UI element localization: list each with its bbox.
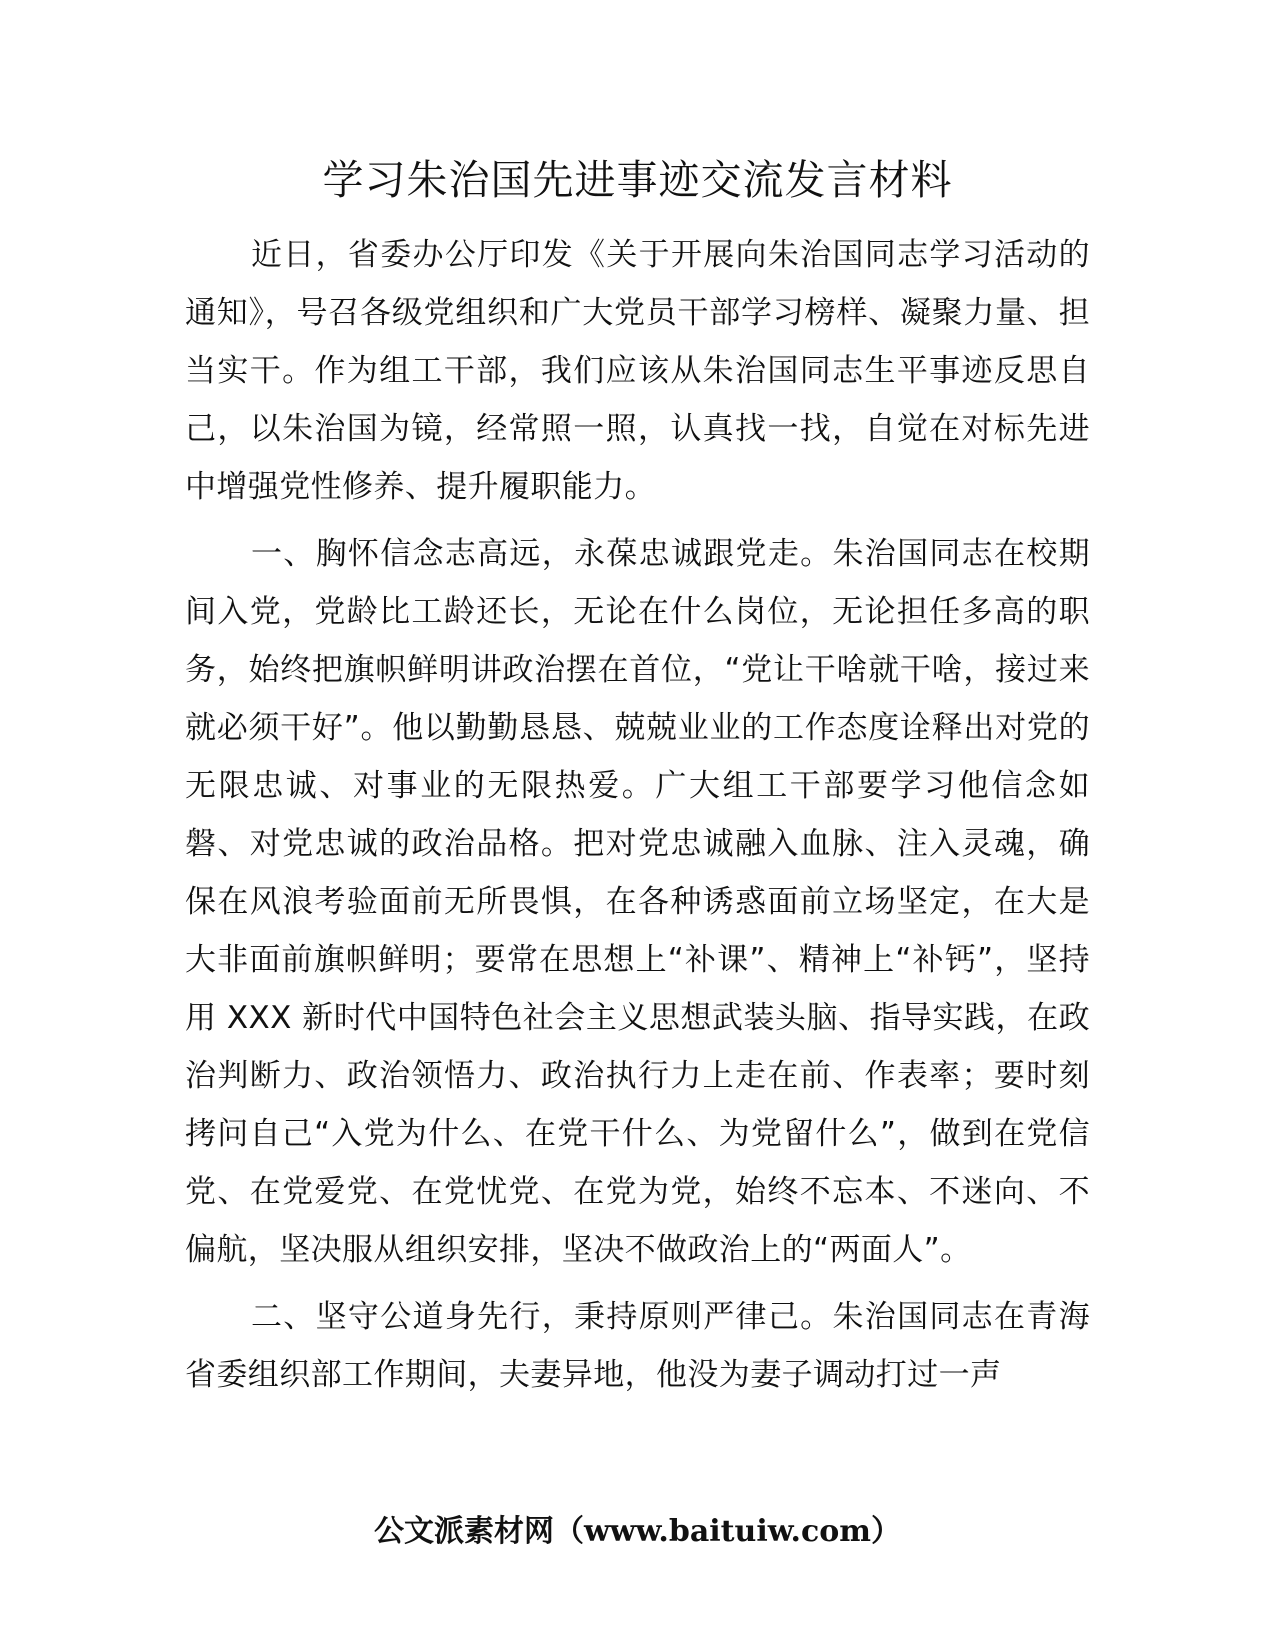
page-footer-watermark: 公文派素材网（www.baituiw.com） — [373, 1514, 902, 1549]
paragraph-intro: 近日，省委办公厅印发《关于开展向朱治国同志学习活动的通知》，号召各级党组织和广大党员干部学习榜样、凝聚力量、担当实干。作为组工干部，我们应该从朱治国同志生平事迹反思自己，以朱治国为镜，经常照一照，认真找一找，自觉在对标先进中增强党性修养、提升履职能力。 — [185, 237, 1090, 505]
paragraph-section-one: 一、胸怀信念志高远，永葆忠诚跟党走。朱治国同志在校期间入党，党龄比工龄还长，无论在什么岗位，无论担任多高的职务，始终把旗帜鲜明讲政治摆在首位，“党让干啥就干啥，接过来就必须干好”。他以勤勤恳恳、兢兢业业的工作态度诠释出对党的无限忠诚、对事业的无限热爱。广大组工干部要学习他信念如磐、对党忠诚的政治品格。把对党忠诚融入血脉、注入灵魂，确保在风浪考验面前无所畏惧，在各种诱惑面前立场坚定，在大是大非面前旗帜鲜明；要常在思想上“补课”、精神上“补钙”，坚持用 XXX 新时代中国特色社会主义思想武装头脑、指导实践，在政治判断力、政治领悟力、政治执行力上走在前、作表率；要时刻拷问自己“入党为什么、在党干什么、为党留什么”，做到在党信党、在党爱党、在党忧党、在党为党，始终不忘本、不迷向、不偏航，坚决服从组织安排，坚决不做政治上的“两面人”。 — [185, 536, 1090, 1268]
document-body — [185, 226, 1090, 1413]
paragraph-section-two: 二、坚守公道身先行，秉持原则严律己。朱治国同志在青海省委组织部工作期间，夫妻异地，他没为妻子调动打过一声 — [185, 1299, 1090, 1393]
document-title: 学习朱治国先进事迹交流发言材料 — [322, 156, 953, 204]
